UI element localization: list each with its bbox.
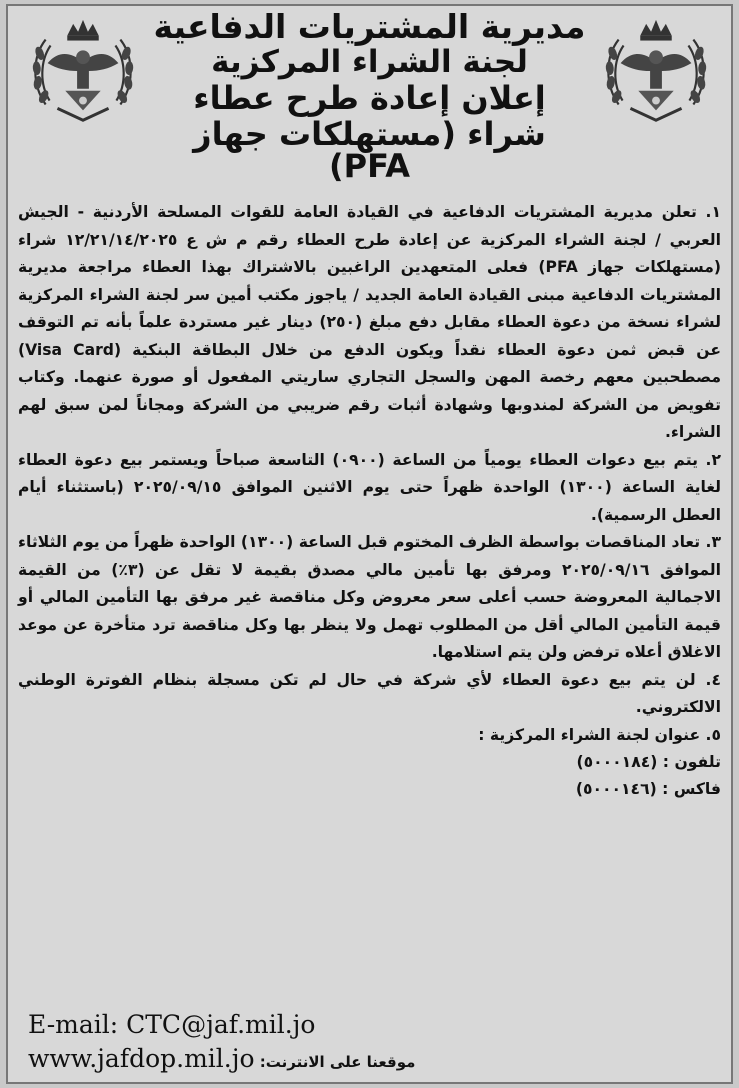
clause-5: ٥. عنوان لجنة الشراء المركزية : bbox=[478, 725, 721, 744]
committee-title: لجنة الشراء المركزية bbox=[211, 44, 528, 80]
clause-1: ١. تعلن مديرية المشتريات الدفاعية في القيادة العامة للقوات المسلحة الأردنية - الجيش العربي / لجنة الشراء المركزية عن إعادة طرح العطاء رقم م ش ع ١٢/٢١/١٤/٢٠٢٥ شراء (مستهلكات جهاز PFA) فعلى المتعهدين الراغبين بالاشتراك بهذا العطاء مراجعة مديرية المشتريات الدفاعية مبنى القيادة العامة الجديد / ياجوز مكتب أمين سر لجنة الشراء المركزية لشراء نسخة من دعوة العطاء مقابل دفع مبلغ (٢٥٠) دينار غير مستردة علماً بأنه تم التوقف عن قبض ثمن دعوة العطاء نقداً ويكون الدفع من خلال البطاقة البنكية (Visa Card) مصطحبين معهم رخصة المهن والسجل التجاري ساريتي المفعول أو صورة عنهما. وكتاب تفويض من الشركة لمندوبها وشهادة أثبات رقم ضريبي من الشركة ومجاناً لمن سبق لهم الشراء. bbox=[18, 203, 721, 441]
clause-3: ٣. تعاد المناقصات بواسطة الظرف المختوم قبل الساعة (١٣٠٠) الواحدة ظهراً من يوم الثلاثاء الموافق ٢٠٢٥/٠٩/١٦ ومرفق بها تأمين مالي مصدق بقيمة لا تقل عن (٣٪) من القيمة الاجمالية المعروضة حسب أعلى سعر معروض وكل مناقصة غير مرفق بها التأمين المالي أو قيمة التأمين المالي أقل من المطلوب تهمل ولا ينظر بها وكل مناقصة ترد متأخرة عن موعد الاغلاق أعلاه ترفض ولن يتم استلامها. bbox=[18, 533, 721, 661]
clause-2: ٢. يتم بيع دعوات العطاء يومياً من الساعة (٠٩٠٠) التاسعة صباحاً ويستمر بيع دعوة العطاء لغاية الساعة (١٣٠٠) الواحدة ظهراً حتى يوم الاثنين الموافق ٢٠٢٥/٠٩/١٥ (باستثناء أيام العطل الرسمية). bbox=[18, 450, 721, 524]
announcement-title: إعلان إعادة طرح عطاء bbox=[193, 79, 546, 117]
clause-4: ٤. لن يتم بيع دعوة العطاء لأي شركة في حال لم تكن مسجلة بنظام الفوترة الوطني الالكتروني. bbox=[18, 670, 721, 716]
announcement-header bbox=[148, 7, 591, 185]
phone-number: تلفون : (٥٠٠٠١٨٤) bbox=[576, 753, 721, 771]
website-link[interactable]: www.jafdop.mil.jo bbox=[28, 1044, 255, 1073]
website-row bbox=[28, 1044, 721, 1077]
announcement-body bbox=[18, 199, 721, 803]
jordan-armed-forces-emblem-icon bbox=[597, 14, 715, 132]
website-label: موقعنا على الانترنت: bbox=[259, 1053, 416, 1071]
fax-number: فاكس : (٥٠٠٠١٤٦) bbox=[575, 780, 721, 798]
announcement-page bbox=[6, 4, 733, 1084]
directorate-title: مديرية المشتريات الدفاعية bbox=[153, 7, 586, 46]
jordan-armed-forces-emblem-icon bbox=[24, 14, 142, 132]
tender-subject: شراء (مستهلكات جهاز PFA) bbox=[193, 115, 546, 185]
email-address[interactable]: E-mail: CTC@jaf.mil.jo bbox=[28, 1010, 316, 1039]
